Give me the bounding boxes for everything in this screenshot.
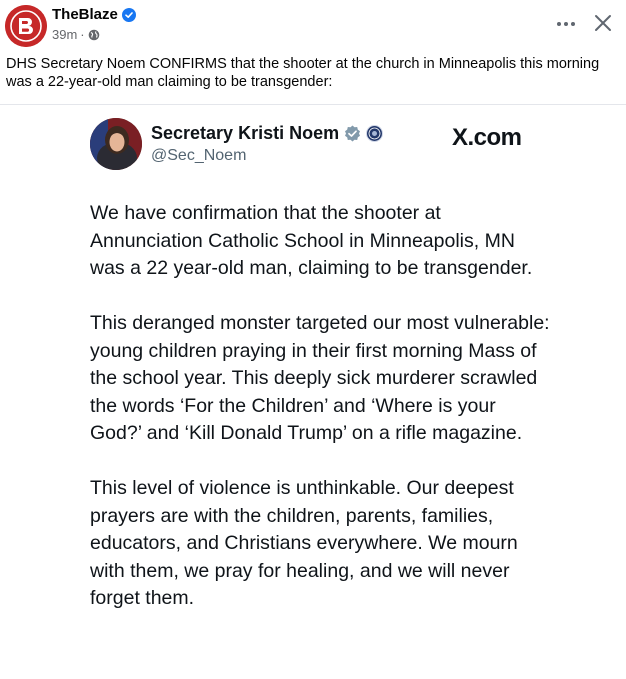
page-name[interactable]: TheBlaze	[52, 6, 118, 23]
theblaze-logo-icon	[5, 5, 47, 47]
portrait-avatar-icon	[90, 118, 142, 170]
tweet-body	[90, 200, 550, 640]
dhs-seal-icon	[366, 125, 383, 142]
post-header	[0, 0, 626, 52]
tweet-author-handle: @Sec_Noem	[151, 147, 247, 164]
gov-verified-icon	[344, 125, 361, 142]
verified-badge-icon	[122, 8, 136, 22]
tweet-paragraph: This deranged monster targeted our most vulnerable: young children praying in their first morning Mass of the school year. This deeply sick murderer scrawled the words ‘For the Children’ and ‘Where is your God?’ and ‘Kill Donald Trump’ on a rifle magazine.	[90, 312, 550, 444]
more-horizontal-icon	[556, 21, 576, 27]
close-button[interactable]	[588, 8, 618, 38]
tweet-paragraph: This level of violence is unthinkable. Our deepest prayers are with the children, parents, families, educators, and Christians everywhere. We mourn with them, we pray for healing, and we will never forget them.	[90, 477, 518, 609]
post-meta	[52, 27, 100, 42]
post-caption: DHS Secretary Noem CONFIRMS that the shooter at the church in Minneapolis this morning was a 22-year-old man claiming to be transgender:	[6, 56, 600, 90]
x-logo: X.com	[452, 124, 522, 151]
close-icon	[594, 14, 612, 32]
tweet-author-avatar	[90, 118, 142, 170]
more-options-button[interactable]	[552, 10, 580, 38]
page-name-row	[52, 6, 136, 23]
post-time[interactable]: 39m	[52, 27, 78, 42]
meta-separator: ·	[80, 27, 85, 42]
globe-icon	[88, 29, 100, 41]
page-avatar[interactable]	[5, 5, 47, 47]
tweet-author-row	[151, 123, 383, 144]
tweet-author-name: Secretary Kristi Noem	[151, 123, 340, 143]
tweet-paragraph: We have confirmation that the shooter at Annunciation Catholic School in Minneapolis, MN was a 22 year-old man, claiming to be transgender.	[90, 202, 533, 279]
embedded-post-image[interactable]	[0, 105, 626, 679]
